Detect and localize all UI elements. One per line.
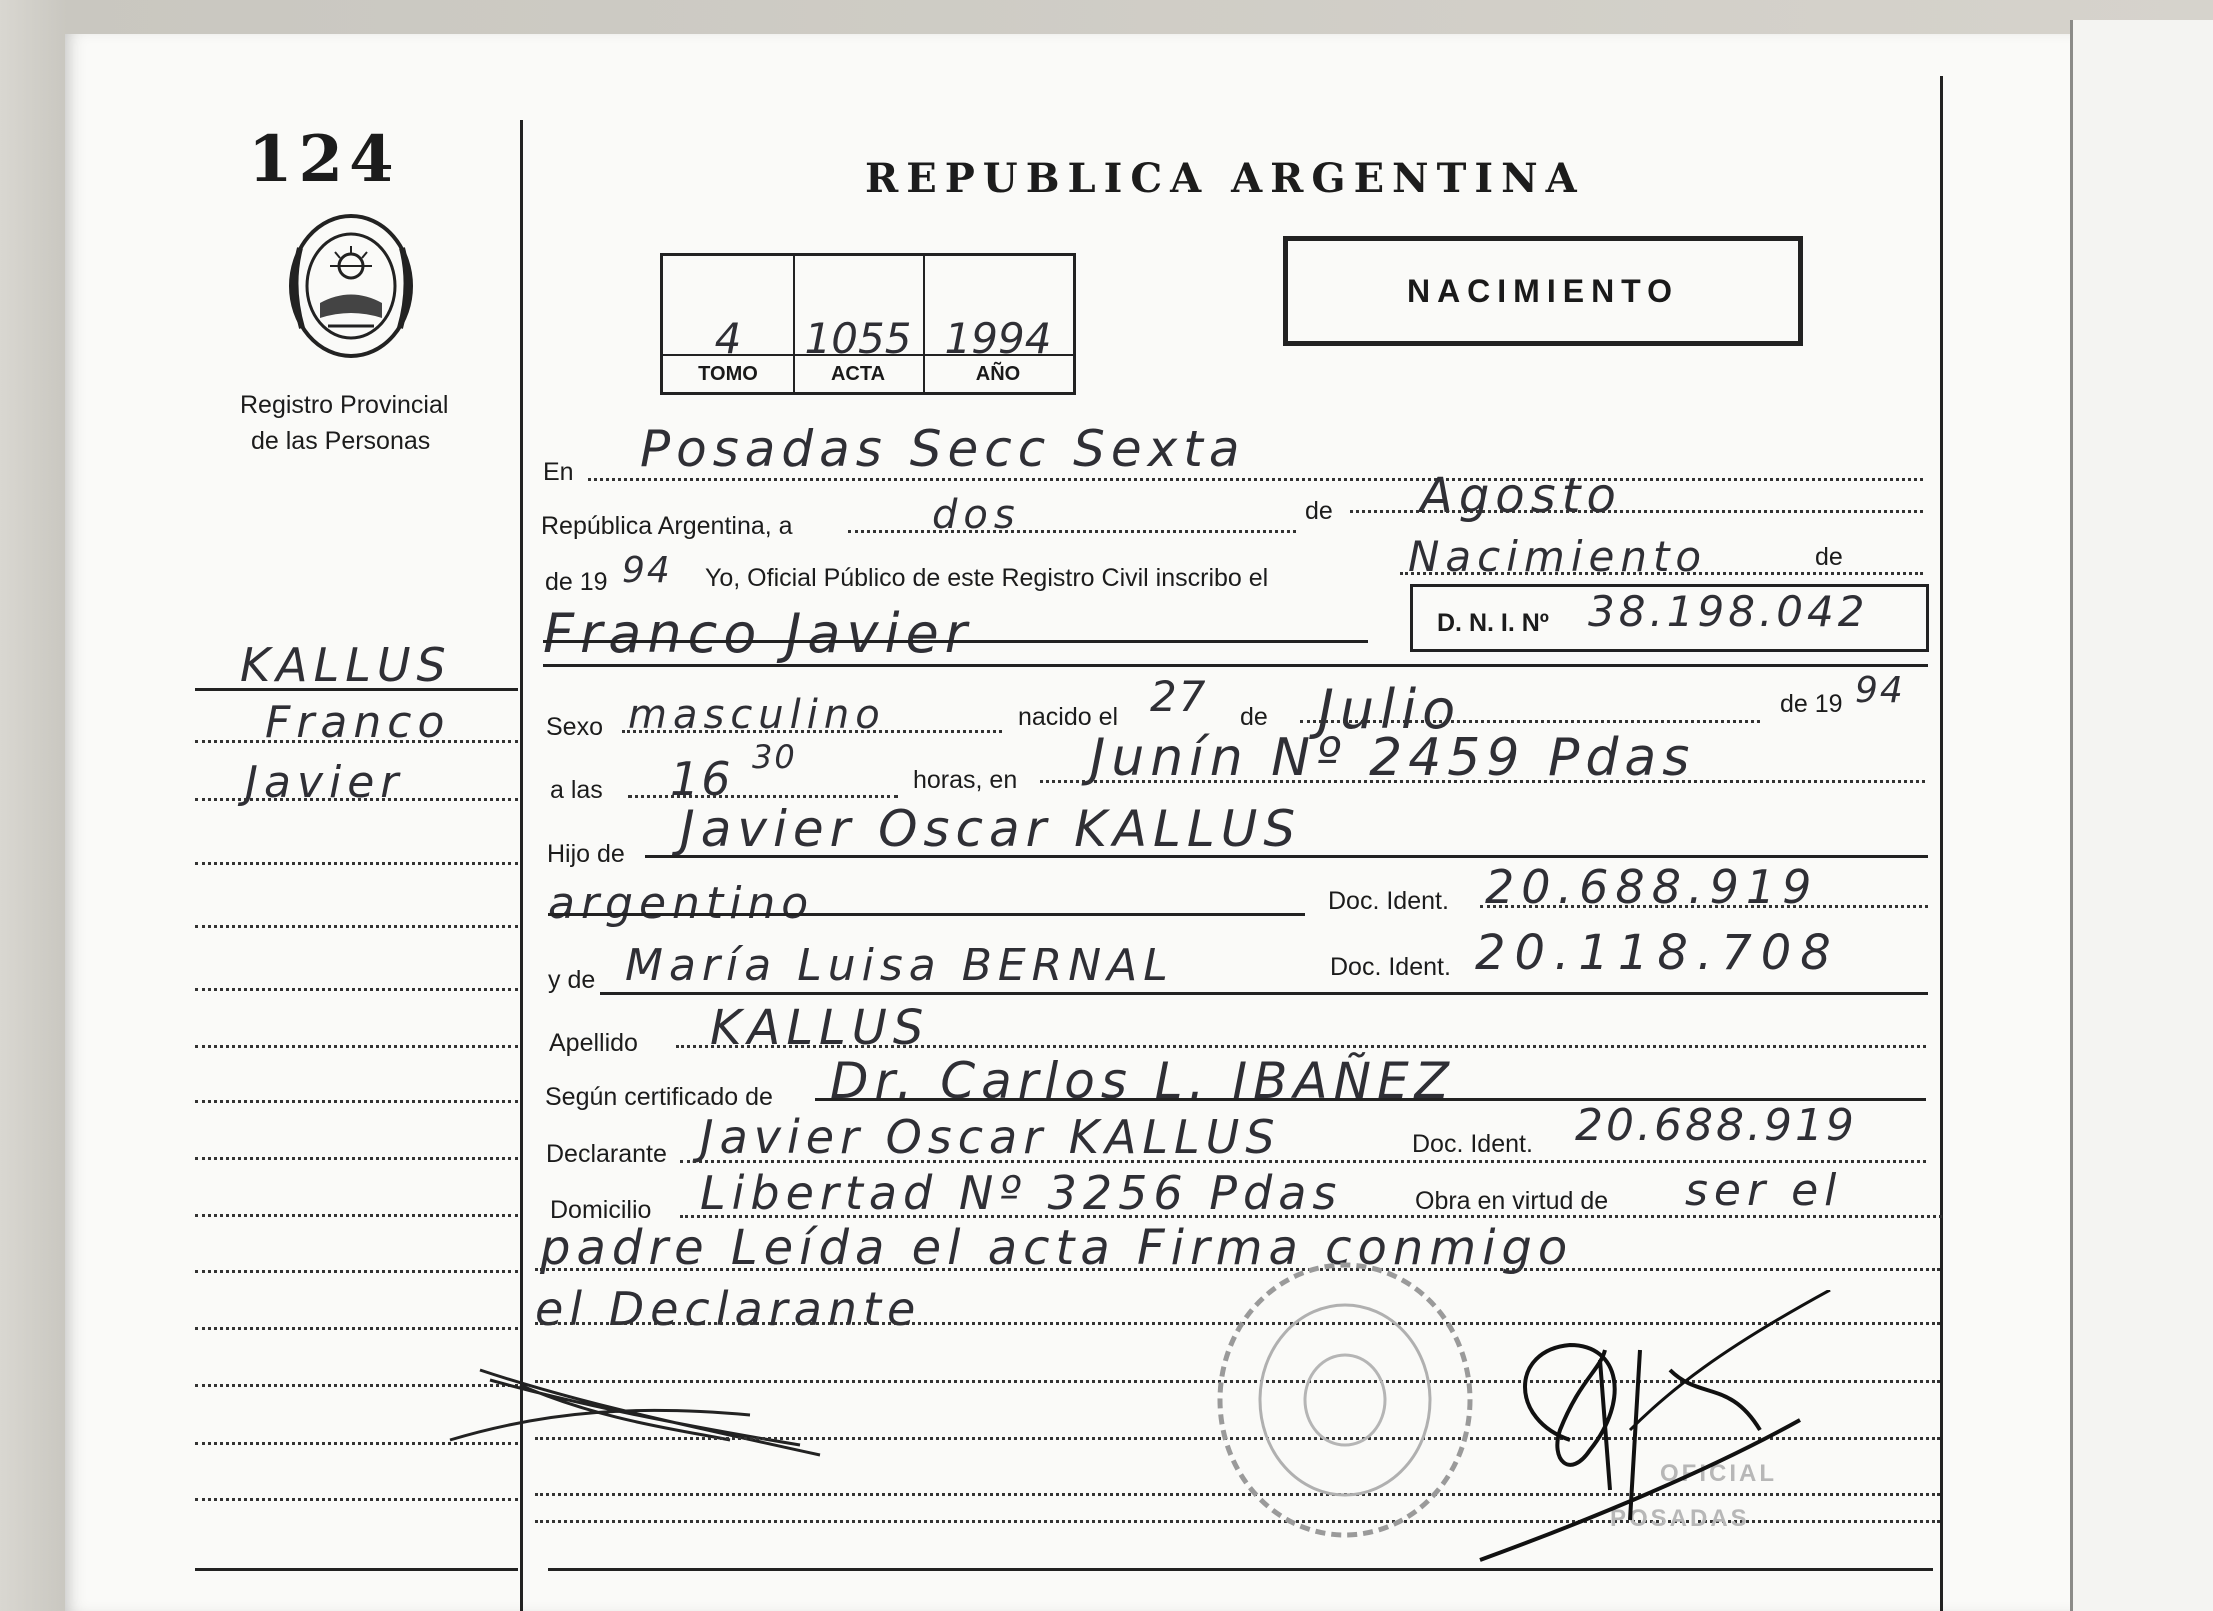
de-label: de: [1305, 497, 1333, 525]
en-label: En: [543, 458, 574, 486]
tomo-label: TOMO: [698, 363, 758, 385]
officer-signature: [1470, 1290, 1850, 1580]
column-divider: [520, 120, 523, 1611]
mother-doc-value: 20.118.708: [1475, 925, 1840, 981]
doc-ident-label-3: Doc. Ident.: [1412, 1130, 1533, 1158]
extra-text-line-1: padre Leída el acta Firma conmigo: [540, 1220, 1574, 1276]
page-number: 124: [248, 122, 400, 197]
father-value: Javier Oscar KALLUS: [680, 800, 1302, 858]
margin-line: [195, 862, 518, 865]
registry-name-line2: de las Personas: [251, 427, 431, 455]
domicilio-line: [680, 1215, 1942, 1218]
apellido-label: Apellido: [549, 1029, 638, 1057]
inscribo-line: [1400, 572, 1923, 575]
father-line: [645, 855, 1928, 858]
father-doc-line: [1480, 905, 1928, 908]
sexo-line: [622, 730, 1002, 733]
margin-line: [195, 1270, 518, 1273]
document-type: NACIMIENTO: [1406, 272, 1680, 309]
hijo-label: Hijo de: [547, 840, 625, 868]
domicilio-value: Libertad Nº 3256 Pdas: [700, 1166, 1343, 1220]
declarante-value: Javier Oscar KALLUS: [700, 1110, 1281, 1164]
tomo-cell: [663, 256, 795, 392]
father-nationality: argentino: [548, 878, 815, 929]
registry-name-line1: Registro Provincial: [240, 391, 449, 419]
cert-doctor-value: Dr. Carlos L. IBAÑEZ: [830, 1052, 1455, 1110]
sexo-label: Sexo: [546, 713, 603, 741]
year-value: 94: [622, 550, 672, 591]
record-table: [660, 253, 1076, 395]
day-line: [848, 530, 1296, 533]
margin-line: [195, 1100, 518, 1103]
declarante-label: Declarante: [546, 1140, 667, 1168]
de19-label-2: de 19: [1780, 690, 1843, 718]
apellido-line: [676, 1045, 1926, 1048]
oficial-text: Yo, Oficial Público de este Registro Civil inscribo el: [705, 564, 1269, 592]
acta-value: 1055: [804, 314, 912, 363]
margin-first-name: Franco: [265, 697, 451, 748]
ano-label: AÑO: [975, 363, 1021, 385]
birth-place-value: Junín Nº 2459 Pdas: [1090, 728, 1696, 788]
sexo-value: masculino: [628, 692, 886, 738]
ano-value: 1994: [944, 314, 1052, 363]
margin-line: [195, 740, 518, 743]
inscribo-value: Nacimiento: [1408, 532, 1708, 581]
margin-line: [195, 988, 518, 991]
margin-line: [195, 1045, 518, 1048]
acta-cell: [793, 256, 925, 392]
officer-stamp-line1: OFICIAL: [1660, 1460, 1777, 1487]
mother-value: María Luisa BERNAL: [625, 940, 1174, 991]
day-value: dos: [932, 492, 1021, 538]
de-label-3: de: [1240, 703, 1268, 731]
minutes-value: 30: [752, 738, 797, 776]
extra-text-line-2: el Declarante: [535, 1282, 922, 1336]
child-name-value: Franco Javier: [543, 602, 973, 665]
segun-label: Según certificado de: [545, 1083, 773, 1111]
birth-year-value: 94: [1855, 670, 1905, 711]
a-las-label: a las: [550, 776, 603, 804]
apellido-value: KALLUS: [710, 1000, 930, 1056]
province-seal-icon: [280, 208, 422, 364]
margin-line: [195, 1214, 518, 1217]
acta-label: ACTA: [830, 363, 886, 385]
obra-label: Obra en virtud de: [1415, 1187, 1609, 1215]
declarante-line: [680, 1160, 1926, 1163]
republica-label: República Argentina, a: [541, 512, 793, 540]
margin-second-name: Javier: [245, 757, 405, 808]
declarante-doc-value: 20.688.919: [1575, 1100, 1857, 1151]
birth-day-value: 27: [1150, 672, 1208, 721]
de19-label: de 19: [545, 568, 608, 596]
hour-value: 16: [670, 752, 733, 806]
margin-signature: [430, 1345, 850, 1465]
next-page-edge: [2070, 20, 2213, 1611]
margin-surname: KALLUS: [240, 638, 452, 692]
birth-month-value: Julio: [1318, 678, 1462, 741]
dni-label: D. N. I. Nº: [1437, 609, 1549, 637]
obra-value: ser el: [1685, 1165, 1843, 1216]
nationality-line: [548, 913, 1305, 916]
ano-cell: [923, 256, 1073, 392]
margin-line: [195, 798, 518, 801]
mother-line: [600, 992, 1928, 995]
nacido-label: nacido el: [1018, 703, 1119, 731]
margin-line: [195, 925, 518, 928]
domicilio-label: Domicilio: [550, 1196, 652, 1224]
month-value: Agosto: [1420, 468, 1622, 524]
margin-line: [195, 1498, 518, 1501]
doc-ident-label-2: Doc. Ident.: [1330, 953, 1451, 981]
right-border: [1940, 76, 1943, 1611]
month-line: [1350, 510, 1923, 513]
document-type-box: [1283, 236, 1803, 346]
horas-label: horas, en: [913, 766, 1018, 794]
yde-label: y de: [548, 966, 596, 994]
en-line: [588, 478, 1923, 481]
officer-stamp-line2: POSADAS: [1610, 1505, 1750, 1532]
hour-line: [628, 795, 898, 798]
margin-rule: [195, 1568, 518, 1571]
registry-round-stamp: [1205, 1250, 1485, 1550]
de-label-2: de: [1815, 543, 1843, 571]
place-line: [1040, 780, 1925, 783]
birth-month-line: [1300, 720, 1760, 723]
en-value: Posadas Secc Sexta: [640, 420, 1246, 478]
doc-ident-label: Doc. Ident.: [1328, 887, 1449, 915]
margin-line: [195, 1327, 518, 1330]
name-line: [543, 640, 1368, 643]
margin-rule: [195, 688, 518, 691]
dni-box: [1410, 584, 1929, 652]
tomo-value: 4: [714, 314, 742, 363]
margin-line: [195, 1157, 518, 1160]
section-rule: [543, 664, 1928, 667]
father-doc-value: 20.688.919: [1485, 860, 1819, 914]
dni-value: 38.198.042: [1588, 587, 1869, 636]
country-title: REPUBLICA ARGENTINA: [865, 155, 1585, 202]
